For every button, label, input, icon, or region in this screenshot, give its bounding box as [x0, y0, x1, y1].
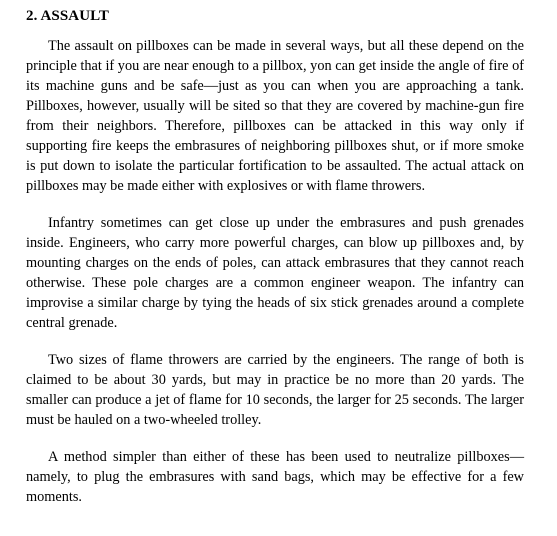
paragraph-assault-principle: The assault on pillboxes can be made in several ways, but all these depend on the principle that if you are near enough to a pillbox, yon can get inside the angle of fire of its machine guns and be safe—just as you can when you are approaching a tank. Pillboxes, however, usually will be sited so that they are covered by machine-gun fire from their neighbors. Therefore, pillboxes can be attacked in this way only if supporting fire keeps the embrasures of neighboring pillboxes shut, or if more smoke is put down to isolate the particular fortification to be assaulted. The actual attack on pillboxes may be made either with explosives or with flame throwers. — [26, 38, 524, 194]
paragraph-grenades-and-pole-charges: Infantry sometimes can get close up under the embrasures and push grenades inside. Engineers, who carry more powerful charges, can blow up pillboxes and, by mounting charges on the ends of poles, can attack embrasures that they cannot reach otherwise. These pole charges are a common engineer weapon. The infantry can improvise a similar charge by tying the heads of six stick grenades around a complete central grenade. — [26, 215, 524, 331]
document-page — [26, 6, 524, 524]
paragraph-sand-bags: A method simpler than either of these has been used to neutralize pillboxes—namely, to plug the embrasures with sand bags, which may be effective for a few moments. — [26, 449, 524, 505]
paragraph-flame-throwers: Two sizes of flame throwers are carried by the engineers. The range of both is claimed to be about 30 yards, but may in practice be no more than 20 yards. The smaller can produce a jet of flame for 10 seconds, the larger for 25 seconds. The larger must be hauled on a two-wheeled trolley. — [26, 352, 524, 428]
section-heading: 2. ASSAULT — [26, 8, 109, 24]
